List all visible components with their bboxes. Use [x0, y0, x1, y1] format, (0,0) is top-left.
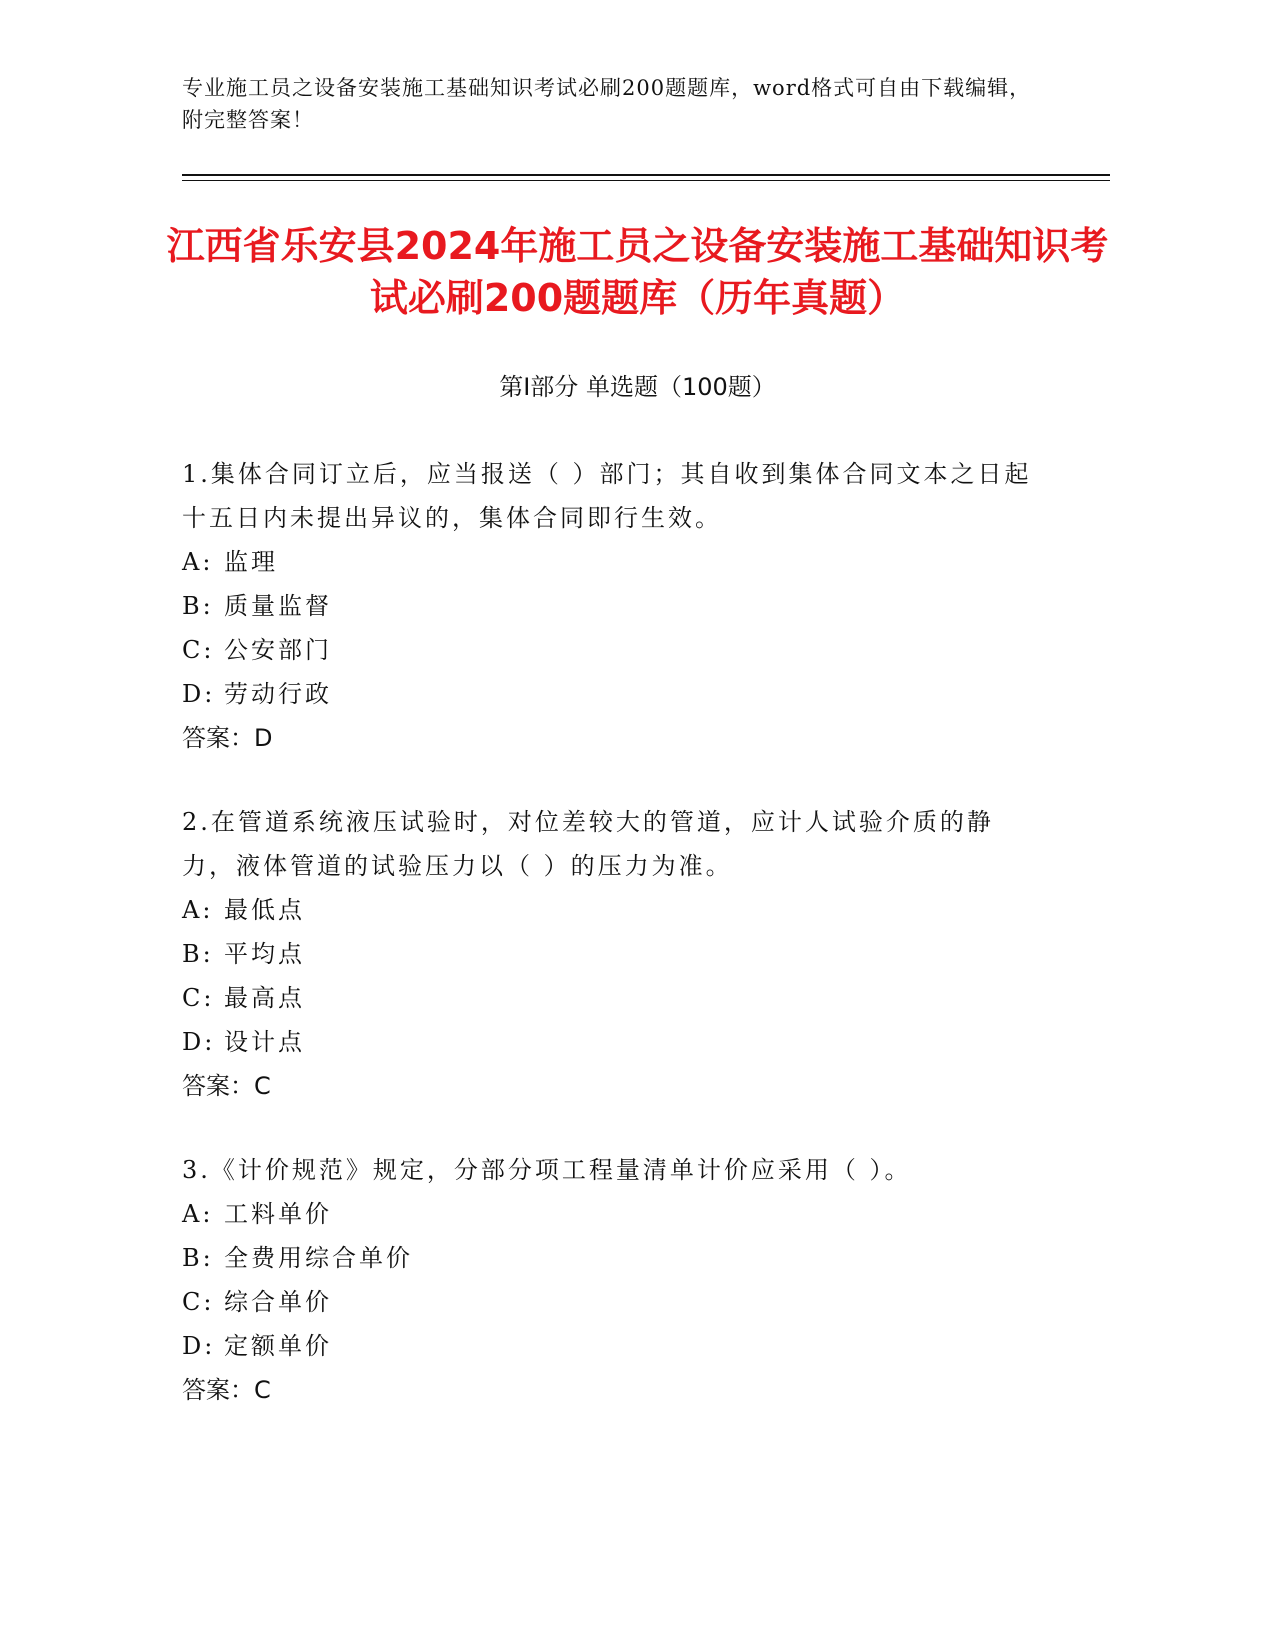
option-text: 全费用综合单价	[224, 1244, 413, 1272]
option-letter: B:	[182, 1244, 214, 1272]
document-title: 江西省乐安县2024年施工员之设备安装施工基础知识考试必刷200题题库（历年真题）	[166, 224, 1109, 320]
option-letter: C:	[182, 1288, 215, 1316]
option-letter: B:	[182, 592, 214, 620]
header-note: 专业施工员之设备安装施工基础知识考试必刷200题题库，word格式可自由下载编辑，附完整答案！	[182, 76, 1032, 132]
option-c	[182, 1280, 1042, 1324]
header-rule-thick	[182, 174, 1110, 176]
option-d	[182, 672, 1042, 716]
option-b	[182, 1236, 1042, 1280]
option-text: 定额单价	[224, 1332, 332, 1360]
option-letter: C:	[182, 984, 215, 1012]
option-text: 设计点	[224, 1028, 305, 1056]
option-c	[182, 976, 1042, 1020]
option-a	[182, 1192, 1042, 1236]
option-letter: C:	[182, 636, 215, 664]
option-b	[182, 932, 1042, 976]
header-rule-thin	[182, 180, 1110, 181]
option-letter: A:	[182, 548, 214, 576]
question-list	[182, 452, 1042, 1452]
option-text: 质量监督	[224, 592, 332, 620]
answer: 答案：C	[182, 1072, 271, 1100]
answer: 答案：C	[182, 1376, 271, 1404]
question-stem: 1.集体合同订立后，应当报送（ ）部门；其自收到集体合同文本之日起十五日内未提出异议的，集体合同即行生效。	[182, 460, 1032, 532]
question-stem: 3.《计价规范》规定，分部分项工程量清单计价应采用（ ）。	[182, 1156, 912, 1184]
question-2	[182, 800, 1042, 1108]
section-title: 第Ⅰ部分 单选题（100题）	[499, 373, 776, 401]
option-c	[182, 628, 1042, 672]
option-letter: B:	[182, 940, 214, 968]
option-text: 最低点	[224, 896, 305, 924]
question-3	[182, 1148, 1042, 1412]
option-a	[182, 540, 1042, 584]
option-letter: D:	[182, 1028, 216, 1056]
option-text: 监理	[224, 548, 278, 576]
option-letter: D:	[182, 1332, 216, 1360]
option-d	[182, 1020, 1042, 1064]
option-d	[182, 1324, 1042, 1368]
answer: 答案：D	[182, 724, 273, 752]
option-letter: A:	[182, 1200, 214, 1228]
option-text: 平均点	[224, 940, 305, 968]
option-letter: A:	[182, 896, 214, 924]
option-text: 公安部门	[224, 636, 332, 664]
option-text: 最高点	[224, 984, 305, 1012]
option-a	[182, 888, 1042, 932]
option-text: 劳动行政	[224, 680, 332, 708]
question-1	[182, 452, 1042, 760]
option-b	[182, 584, 1042, 628]
option-letter: D:	[182, 680, 216, 708]
option-text: 综合单价	[224, 1288, 332, 1316]
option-text: 工料单价	[224, 1200, 332, 1228]
question-stem: 2.在管道系统液压试验时，对位差较大的管道，应计人试验介质的静力，液体管道的试验压力以（ ）的压力为准。	[182, 808, 994, 880]
